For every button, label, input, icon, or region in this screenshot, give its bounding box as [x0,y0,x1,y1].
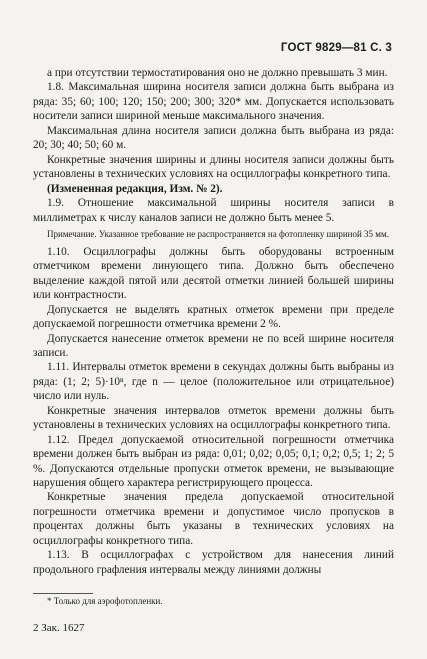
paragraph-max-length: Максимальная длина носителя записи должна быть выбрана из ряда: 20; 30; 40; 50; 60 м. [33,124,394,152]
paragraph-1-9: 1.9. Отношение максимальной ширины носителя записи в миллиметрах к числу каналов записи не должно быть менее 5. [33,197,394,224]
document-body [33,66,394,577]
paragraph-1-8: 1.8. Максимальная ширина носителя записи должна быть выбрана из ряда: 35; 60; 100; 120; 150; 200; 300; 320* мм. Допускается использовать носители записи шириной меньше максимального значения. [33,81,394,123]
paragraph-1-11: 1.11. Интервалы отметок времени в секундах должны быть выбраны из ряда: (1; 2; 5)·10ⁿ, где n — целое (положительное или отрицательное) число или нуль. [33,361,394,403]
paragraph-1-12: 1.12. Предел допускаемой относительной погрешности отметчика времени должен быть выбран из ряда: 0,01; 0,02; 0,05; 0,1; 0,2; 0,5; 1; 2; 5 %. Допускаются отдельные пропуски отметок времени, не вызывающие нарушения общего характера регистрирующего процесса. [33,433,394,490]
paragraph-partial-width: Допускается нанесение отметок времени не по всей ширине носителя записи. [33,332,394,359]
paragraph-1-10: 1.10. Осциллографы должны быть оборудованы встроенным отметчиком времени линующего типа. Должно быть обеспечено выделение каждой пятой или десятой отметки линией большей ширины или контрастности. [33,245,394,302]
footnote: * Только для аэрофотопленки. [47,596,163,606]
paragraph-interval-values: Конкретные значения интервалов отметок времени должны быть установлены в технических условиях на осциллографы конкретного типа. [33,404,394,432]
print-order-mark: 2 Зак. 1627 [33,622,85,634]
paragraph-continuation: а при отсутствии термостатирования оно не должно превышать 3 мин. [47,67,388,79]
paragraph-no-highlight: Допускается не выделять кратных отметок времени при пределе допускаемой погрешности отметчика времени 2 %. [33,303,394,331]
paragraph-error-values: Конкретные значения предела допускаемой относительной погрешности отметчика времени и допустимое число пропусков в процентах должны быть указаны в технических условиях на осциллографы конкретного типа. [33,491,394,547]
page-header: ГОСТ 9829—81 С. 3 [280,42,392,54]
paragraph-specific-values: Конкретные значения ширины и длины носителя записи должны быть установлены в технических условиях на осциллографы конкретного типа. [33,153,394,181]
note: Примечание. Указанное требование не распространяется на фотопленку шириной 35 мм. [47,228,389,239]
footnote-divider [33,593,93,594]
paragraph-1-13: 1.13. В осциллографах с устройством для нанесения линий продольного графления интервалы между линиями должны [33,549,394,576]
amendment-note: (Измененная редакция, Изм. № 2). [47,182,223,195]
